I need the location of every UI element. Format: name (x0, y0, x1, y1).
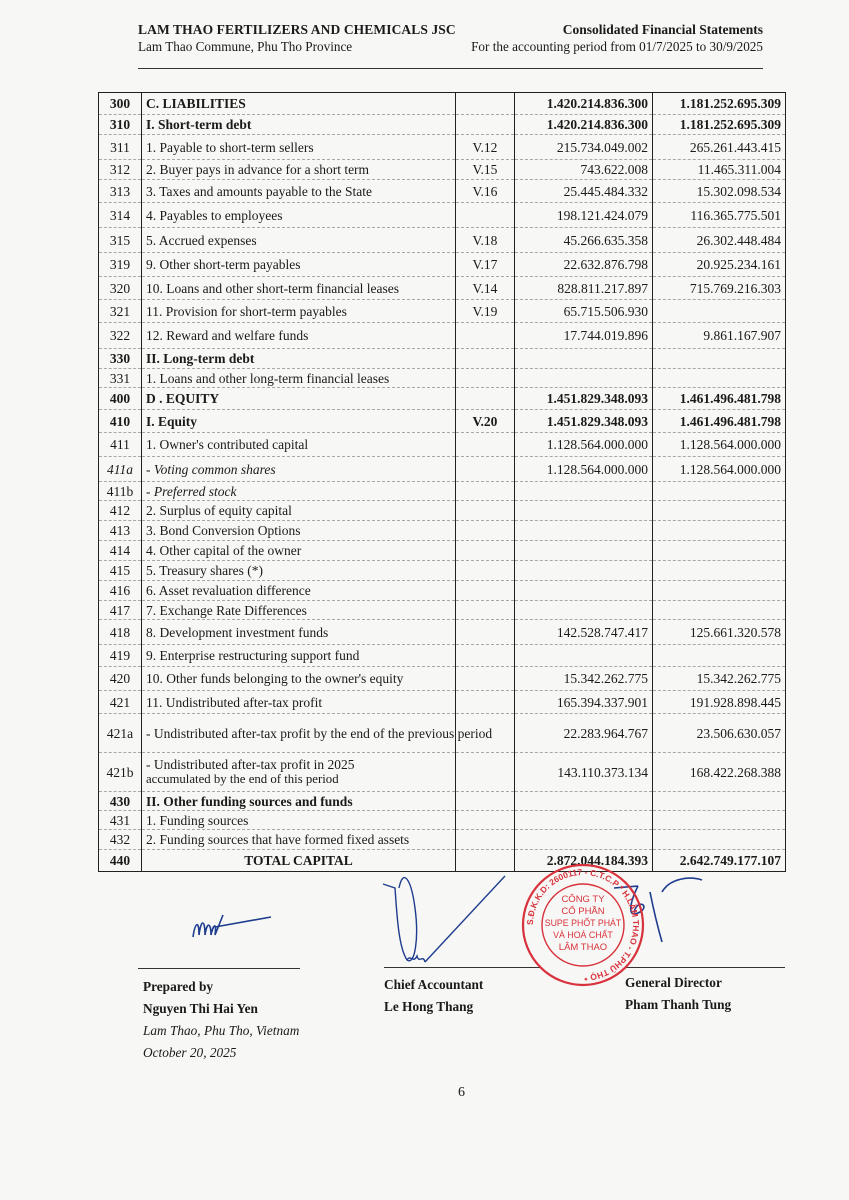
row-opening-balance (653, 501, 786, 521)
row-code: 321 (99, 300, 142, 323)
row-closing-balance (515, 521, 653, 541)
row-item-name: 5. Accrued expenses (142, 228, 456, 253)
table-row (99, 93, 786, 115)
row-code: 412 (99, 501, 142, 521)
row-note-ref (456, 433, 515, 457)
row-item-name: TOTAL CAPITAL (142, 850, 456, 872)
table-row (99, 253, 786, 277)
row-note-ref: V.12 (456, 135, 515, 160)
row-closing-balance: 142.528.747.417 (515, 620, 653, 645)
row-item-name: - Preferred stock (142, 482, 456, 501)
row-opening-balance: 1.181.252.695.309 (653, 115, 786, 135)
row-item-name: 9. Enterprise restructuring support fund (142, 645, 456, 667)
row-closing-balance (515, 369, 653, 388)
company-name: LAM THAO FERTILIZERS AND CHEMICALS JSC (138, 22, 456, 37)
row-note-ref (456, 561, 515, 581)
row-code: 421 (99, 691, 142, 714)
row-item-name: 9. Other short-term payables (142, 253, 456, 277)
row-opening-balance: 191.928.898.445 (653, 691, 786, 714)
signing-place: Lam Thao, Phu Tho, Vietnam (143, 1023, 300, 1038)
row-closing-balance: 828.811.217.897 (515, 277, 653, 300)
row-closing-balance: 215.734.049.002 (515, 135, 653, 160)
table-row (99, 691, 786, 714)
row-opening-balance (653, 369, 786, 388)
row-opening-balance: 15.302.098.534 (653, 180, 786, 203)
row-item-name: - Undistributed after-tax profit by the end of the previous period (142, 714, 456, 753)
row-note-ref (456, 369, 515, 388)
row-note-ref (456, 601, 515, 620)
row-closing-balance: 17.744.019.896 (515, 323, 653, 349)
row-code: 411a (99, 457, 142, 482)
row-closing-balance (515, 561, 653, 581)
row-note-ref (456, 203, 515, 228)
row-code: 319 (99, 253, 142, 277)
row-closing-balance: 743.622.008 (515, 160, 653, 180)
row-note-ref (456, 830, 515, 850)
table-row (99, 645, 786, 667)
row-closing-balance (515, 541, 653, 561)
row-code: 311 (99, 135, 142, 160)
general-director-role: General Director (625, 975, 722, 990)
row-code: 430 (99, 792, 142, 811)
row-note-ref (456, 457, 515, 482)
table-row (99, 349, 786, 369)
row-closing-balance (515, 501, 653, 521)
table-row (99, 277, 786, 300)
svg-text:VÀ HOÁ CHẤT: VÀ HOÁ CHẤT (553, 930, 613, 940)
row-closing-balance: 45.266.635.358 (515, 228, 653, 253)
table-row (99, 160, 786, 180)
row-closing-balance: 2.872.044.184.393 (515, 850, 653, 872)
row-opening-balance: 715.769.216.303 (653, 277, 786, 300)
row-opening-balance (653, 300, 786, 323)
row-closing-balance: 1.451.829.348.093 (515, 410, 653, 433)
row-opening-balance (653, 792, 786, 811)
row-code: 410 (99, 410, 142, 433)
row-note-ref: V.17 (456, 253, 515, 277)
row-item-name: I. Equity (142, 410, 456, 433)
row-opening-balance: 1.461.496.481.798 (653, 410, 786, 433)
row-item-name: 4. Other capital of the owner (142, 541, 456, 561)
balance-sheet-table (98, 92, 786, 872)
company-seal-stamp (520, 862, 646, 988)
row-opening-balance: 1.128.564.000.000 (653, 457, 786, 482)
row-opening-balance (653, 601, 786, 620)
preparer-signature (185, 905, 275, 950)
preparer-name: Nguyen Thi Hai Yen (143, 1001, 258, 1016)
chief-accountant-signature-line (384, 967, 542, 968)
row-opening-balance: 1.128.564.000.000 (653, 433, 786, 457)
svg-text:LÂM THAO: LÂM THAO (558, 942, 608, 953)
row-opening-balance: 2.642.749.177.107 (653, 850, 786, 872)
row-item-name-line: accumulated by the end of this period (146, 772, 339, 786)
row-item-name: 2. Surplus of equity capital (142, 501, 456, 521)
row-note-ref: V.15 (456, 160, 515, 180)
row-item-name: 10. Other funds belonging to the owner's equity (142, 667, 456, 691)
table-row (99, 228, 786, 253)
row-code: 300 (99, 93, 142, 115)
row-note-ref (456, 667, 515, 691)
row-closing-balance (515, 792, 653, 811)
general-director-block (625, 972, 731, 1016)
row-item-name: - Voting common shares (142, 457, 456, 482)
row-code: 331 (99, 369, 142, 388)
row-opening-balance (653, 830, 786, 850)
row-code: 314 (99, 203, 142, 228)
row-code: 322 (99, 323, 142, 349)
table-row (99, 714, 786, 753)
svg-text:SUPE PHỐT PHÁT: SUPE PHỐT PHÁT (544, 918, 622, 928)
row-closing-balance (515, 349, 653, 369)
table-row (99, 667, 786, 691)
table-row (99, 135, 786, 160)
row-note-ref (456, 115, 515, 135)
row-closing-balance: 1.451.829.348.093 (515, 388, 653, 410)
row-code: 315 (99, 228, 142, 253)
row-note-ref (456, 581, 515, 601)
row-note-ref: V.14 (456, 277, 515, 300)
row-closing-balance (515, 830, 653, 850)
row-opening-balance: 23.506.630.057 (653, 714, 786, 753)
row-opening-balance: 15.342.262.775 (653, 667, 786, 691)
table-row (99, 620, 786, 645)
row-note-ref (456, 521, 515, 541)
row-opening-balance: 265.261.443.415 (653, 135, 786, 160)
table-row (99, 369, 786, 388)
row-closing-balance: 65.715.506.930 (515, 300, 653, 323)
row-closing-balance: 1.128.564.000.000 (515, 457, 653, 482)
row-code: 420 (99, 667, 142, 691)
row-closing-balance (515, 811, 653, 830)
row-code: 440 (99, 850, 142, 872)
company-address: Lam Thao Commune, Phu Tho Province (138, 39, 353, 54)
reporting-period: For the accounting period from 01/7/2025 to 30/9/2025 (471, 39, 763, 54)
table-row (99, 323, 786, 349)
row-item-name: II. Other funding sources and funds (142, 792, 456, 811)
row-closing-balance: 143.110.373.134 (515, 753, 653, 792)
row-item-name: 4. Payables to employees (142, 203, 456, 228)
row-note-ref (456, 645, 515, 667)
table-row (99, 300, 786, 323)
row-note-ref: V.16 (456, 180, 515, 203)
row-item-name: I. Short-term debt (142, 115, 456, 135)
table-row (99, 433, 786, 457)
row-code: 400 (99, 388, 142, 410)
row-closing-balance: 22.632.876.798 (515, 253, 653, 277)
row-note-ref (456, 93, 515, 115)
row-note-ref (456, 323, 515, 349)
row-code: 415 (99, 561, 142, 581)
table-row (99, 541, 786, 561)
row-note-ref (456, 501, 515, 521)
preparer-block (143, 976, 299, 1064)
row-item-name: 3. Taxes and amounts payable to the State (142, 180, 456, 203)
row-opening-balance (653, 521, 786, 541)
row-opening-balance: 20.925.234.161 (653, 253, 786, 277)
row-closing-balance: 1.420.214.836.300 (515, 93, 653, 115)
table-row (99, 601, 786, 620)
row-item-name: 7. Exchange Rate Differences (142, 601, 456, 620)
row-item-name (142, 753, 456, 792)
general-director-signature-line (625, 967, 785, 968)
row-code: 320 (99, 277, 142, 300)
table-row (99, 482, 786, 501)
row-opening-balance (653, 541, 786, 561)
row-closing-balance (515, 645, 653, 667)
preparer-role: Prepared by (143, 979, 214, 994)
row-code: 413 (99, 521, 142, 541)
row-opening-balance (653, 645, 786, 667)
row-opening-balance (653, 581, 786, 601)
row-closing-balance: 1.420.214.836.300 (515, 115, 653, 135)
svg-text:CỔ PHẦN: CỔ PHẦN (561, 906, 605, 917)
row-opening-balance: 168.422.268.388 (653, 753, 786, 792)
row-item-name: 2. Funding sources that have formed fixed assets (142, 830, 456, 850)
table-row (99, 581, 786, 601)
row-closing-balance: 25.445.484.332 (515, 180, 653, 203)
row-opening-balance (653, 561, 786, 581)
row-code: 419 (99, 645, 142, 667)
table-row (99, 115, 786, 135)
row-code: 418 (99, 620, 142, 645)
svg-text:CÔNG TY: CÔNG TY (561, 894, 605, 905)
row-code: 431 (99, 811, 142, 830)
row-item-name: C. LIABILITIES (142, 93, 456, 115)
row-code: 411 (99, 433, 142, 457)
row-note-ref (456, 349, 515, 369)
row-code: 417 (99, 601, 142, 620)
row-code: 310 (99, 115, 142, 135)
row-closing-balance: 165.394.337.901 (515, 691, 653, 714)
table-row (99, 457, 786, 482)
row-opening-balance: 1.461.496.481.798 (653, 388, 786, 410)
row-item-name: 11. Provision for short-term payables (142, 300, 456, 323)
row-note-ref (456, 541, 515, 561)
row-closing-balance: 22.283.964.767 (515, 714, 653, 753)
row-opening-balance (653, 349, 786, 369)
row-item-name: 1. Owner's contributed capital (142, 433, 456, 457)
row-closing-balance (515, 601, 653, 620)
row-closing-balance (515, 581, 653, 601)
row-code: 414 (99, 541, 142, 561)
table-row (99, 501, 786, 521)
table-row (99, 753, 786, 792)
row-note-ref (456, 482, 515, 501)
row-code: 312 (99, 160, 142, 180)
row-opening-balance (653, 811, 786, 830)
row-note-ref (456, 388, 515, 410)
row-item-name: 3. Bond Conversion Options (142, 521, 456, 541)
chief-accountant-role: Chief Accountant (384, 977, 484, 992)
row-note-ref (456, 811, 515, 830)
row-item-name: D . EQUITY (142, 388, 456, 410)
statement-title: Consolidated Financial Statements (562, 22, 763, 37)
row-opening-balance: 9.861.167.907 (653, 323, 786, 349)
row-item-name: 2. Buyer pays in advance for a short term (142, 160, 456, 180)
chief-accountant-signature (375, 868, 525, 973)
chief-accountant-block (384, 974, 483, 1018)
row-item-name: 12. Reward and welfare funds (142, 323, 456, 349)
table-row (99, 180, 786, 203)
preparer-signature-line (138, 968, 300, 969)
row-item-name: II. Long-term debt (142, 349, 456, 369)
row-item-name-line: - Undistributed after-tax profit in 2025 (146, 757, 355, 772)
row-code: 421b (99, 753, 142, 792)
row-opening-balance: 11.465.311.004 (653, 160, 786, 180)
row-item-name: 8. Development investment funds (142, 620, 456, 645)
row-note-ref (456, 691, 515, 714)
chief-accountant-name: Le Hong Thang (384, 999, 474, 1014)
row-note-ref (456, 620, 515, 645)
row-opening-balance: 116.365.775.501 (653, 203, 786, 228)
table-row (99, 521, 786, 541)
table-row (99, 410, 786, 433)
table-row (99, 388, 786, 410)
row-opening-balance: 125.661.320.578 (653, 620, 786, 645)
table-row (99, 203, 786, 228)
row-item-name: 5. Treasury shares (*) (142, 561, 456, 581)
row-code: 432 (99, 830, 142, 850)
general-director-name: Pham Thanh Tung (625, 997, 732, 1012)
row-code: 416 (99, 581, 142, 601)
row-note-ref: V.18 (456, 228, 515, 253)
table-row (99, 811, 786, 830)
table-row (99, 792, 786, 811)
row-item-name: 6. Asset revaluation difference (142, 581, 456, 601)
row-opening-balance: 1.181.252.695.309 (653, 93, 786, 115)
row-code: 330 (99, 349, 142, 369)
signing-date: October 20, 2025 (143, 1045, 237, 1060)
page-header (138, 22, 763, 55)
row-note-ref: V.19 (456, 300, 515, 323)
row-opening-balance (653, 482, 786, 501)
row-item-name: 11. Undistributed after-tax profit (142, 691, 456, 714)
row-item-name: 10. Loans and other short-term financial leases (142, 277, 456, 300)
row-item-name: 1. Payable to short-term sellers (142, 135, 456, 160)
row-item-name: 1. Loans and other long-term financial leases (142, 369, 456, 388)
table-row (99, 561, 786, 581)
row-closing-balance: 15.342.262.775 (515, 667, 653, 691)
row-closing-balance: 1.128.564.000.000 (515, 433, 653, 457)
row-code: 313 (99, 180, 142, 203)
row-opening-balance: 26.302.448.484 (653, 228, 786, 253)
row-closing-balance: 198.121.424.079 (515, 203, 653, 228)
table-row (99, 830, 786, 850)
header-divider (138, 68, 763, 69)
row-item-name: 1. Funding sources (142, 811, 456, 830)
row-closing-balance (515, 482, 653, 501)
svg-text:S.Đ.K.K.D: 2600117 - C.T.C.P *: S.Đ.K.K.D: 2600117 - C.T.C.P * H.LÂM THAO - T.PHÚ THỌ * (524, 866, 642, 984)
row-note-ref (456, 792, 515, 811)
page-number: 6 (458, 1085, 465, 1100)
row-note-ref: V.20 (456, 410, 515, 433)
row-code: 421a (99, 714, 142, 753)
row-note-ref (456, 753, 515, 792)
row-code: 411b (99, 482, 142, 501)
